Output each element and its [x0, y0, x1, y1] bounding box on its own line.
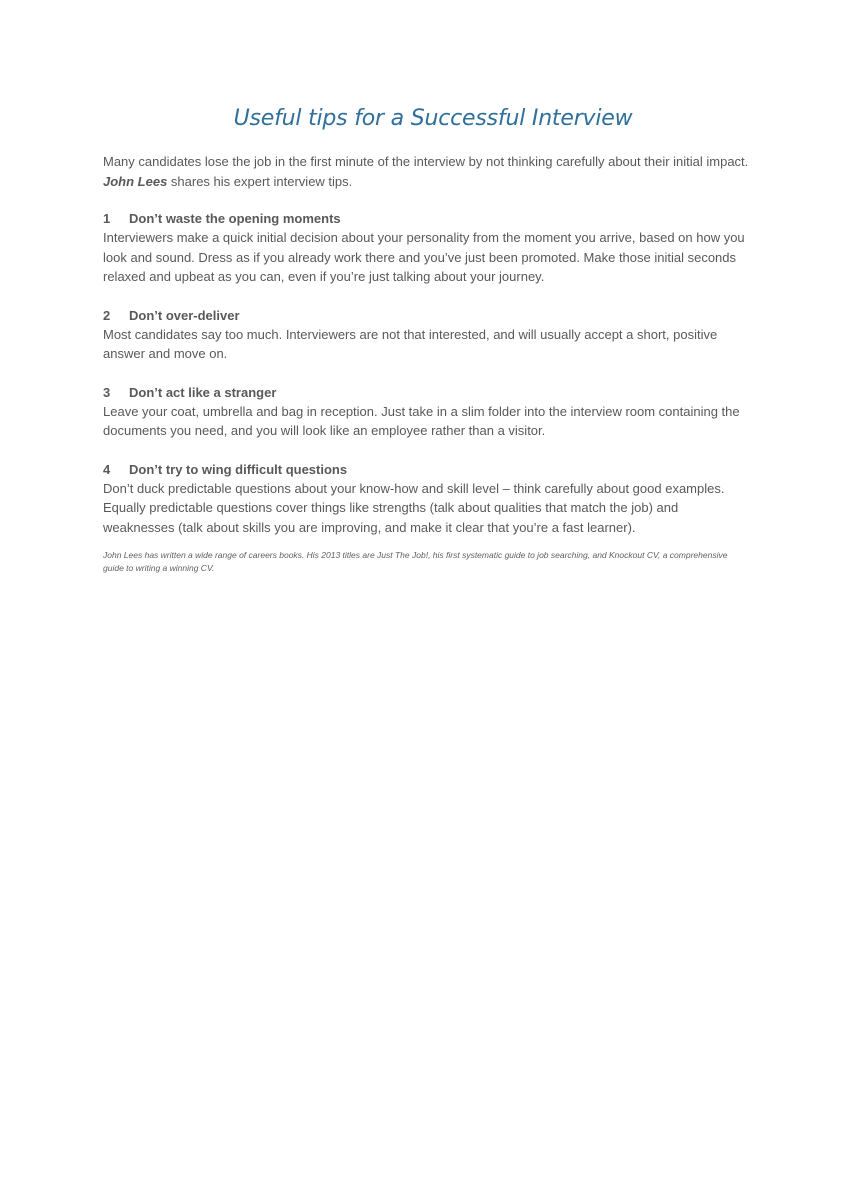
tip-number: 4 [103, 461, 111, 477]
document-title: Useful tips for a Successful Interview [233, 106, 633, 131]
tip-3 [103, 383, 763, 441]
author-name: John Lees [103, 173, 168, 189]
tip-body: Leave your coat, umbrella and bag in reception. Just take in a slim folder into the interview room containing the documents you need, and you will look like an employee rather than a visitor. [103, 403, 740, 438]
tip-2 [103, 306, 763, 364]
tip-body: Most candidates say too much. Interviewers are not that interested, and will usually accept a short, positive answer and move on. [103, 326, 718, 361]
intro-text-before: Many candidates lose the job in the first minute of the interview by not thinking carefully about their initial impact. [103, 154, 749, 169]
author-footnote: John Lees has written a wide range of careers books. His 2013 titles are Just The Job!, his first systematic guide to job searching, and Knockout CV, a comprehensive guide to writing a winning CV. [103, 550, 728, 573]
tip-heading [103, 460, 763, 479]
intro-paragraph [103, 152, 753, 191]
tip-heading [103, 209, 763, 228]
tip-number: 3 [103, 384, 111, 400]
tip-heading [103, 306, 763, 325]
tip-4 [103, 460, 763, 538]
document-page [103, 104, 763, 575]
tip-heading-text: Don’t try to wing difficult questions [129, 461, 348, 477]
tip-heading-text: Don’t act like a stranger [129, 384, 277, 400]
tip-heading-text: Don’t over-deliver [129, 307, 240, 323]
tip-number: 2 [103, 307, 111, 323]
tip-body: Don’t duck predictable questions about your know-how and skill level – think carefully about good examples. Equally predictable questions cover things like strengths (talk about qualities that match the job) and weaknesses (talk about skills you are improving, and make it clear that you’re a fast learner). [103, 480, 725, 535]
tip-body: Interviewers make a quick initial decision about your personality from the moment you arrive, based on how you look and sound. Dress as if you already work there and you’ve just been promoted. Make those initial seconds relaxed and upbeat as you can, even if you’re just talking about your journey. [103, 230, 745, 284]
tip-number: 1 [103, 211, 111, 226]
tip-heading-text: Don’t waste the opening moments [129, 211, 341, 226]
tip-1 [103, 209, 763, 287]
tip-heading [103, 383, 763, 402]
intro-text-after: shares his expert interview tips. [167, 173, 353, 189]
